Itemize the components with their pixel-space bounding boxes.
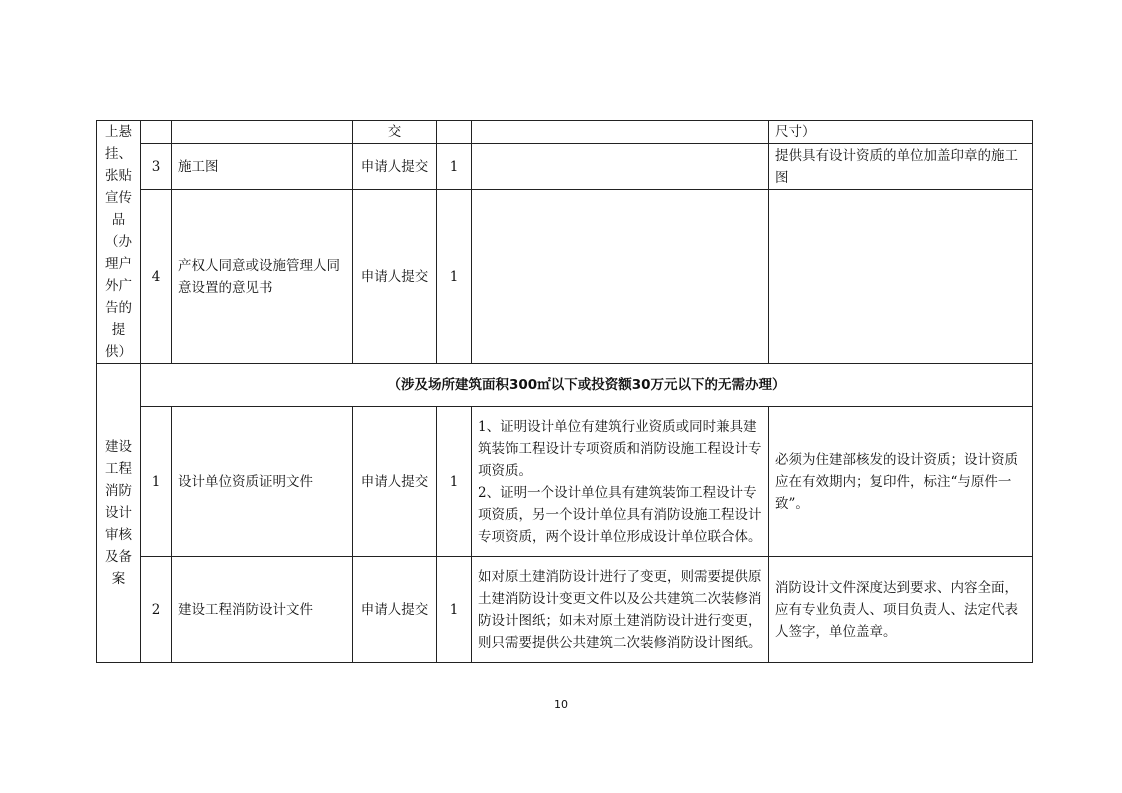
material-notes: 消防设计文件深度达到要求、内容全面，应有专业负责人、项目负责人、法定代表人签字，单位盖章。: [769, 557, 1033, 663]
material-count: 1: [437, 407, 472, 557]
row-number: 3: [141, 144, 172, 190]
material-notes: [769, 190, 1033, 364]
material-standard: [472, 407, 769, 557]
requirements-table: [96, 120, 1033, 663]
material-notes: 必须为住建部核发的设计资质；设计资质应在有效期内；复印件，标注“与原件一致”。: [769, 407, 1033, 557]
material-name: [172, 121, 353, 144]
standard-item-2: 2、证明一个设计单位具有建筑装饰工程设计专项资质，另一个设计单位具有消防设施工程设计专项资质，两个设计单位形成设计单位联合体。: [478, 484, 762, 545]
material-source: 申请人提交: [353, 190, 437, 364]
material-name: 设计单位资质证明文件: [172, 407, 353, 557]
standard-item-1: 1、证明设计单位有建筑行业资质或同时兼具建筑装饰工程设计专项资质和消防设施工程设计专项资质。: [478, 418, 762, 479]
material-source: 交: [353, 121, 437, 144]
material-name: 建设工程消防设计文件: [172, 557, 353, 663]
row-number: [141, 121, 172, 144]
material-source: 申请人提交: [353, 144, 437, 190]
table-row: [97, 407, 1033, 557]
row-number: 2: [141, 557, 172, 663]
material-standard: [472, 144, 769, 190]
material-standard: 如对原土建消防设计进行了变更，则需要提供原土建消防设计变更文件以及公共建筑二次装修消防设计图纸；如未对原土建消防设计进行变更，则只需要提供公共建筑二次装修消防设计图纸。: [472, 557, 769, 663]
material-standard: [472, 121, 769, 144]
material-name: 施工图: [172, 144, 353, 190]
category-cell-fire-design: 建设工程消防设计审核及备案: [97, 364, 141, 663]
material-count: 1: [437, 144, 472, 190]
table-row: [97, 190, 1033, 364]
row-number: 4: [141, 190, 172, 364]
material-count: [437, 121, 472, 144]
material-count: 1: [437, 557, 472, 663]
material-standard: [472, 190, 769, 364]
table-row: [97, 557, 1033, 663]
material-notes: 提供具有设计资质的单位加盖印章的施工图: [769, 144, 1033, 190]
material-name: 产权人同意或设施管理人同意设置的意见书: [172, 190, 353, 364]
section-banner: （涉及场所建筑面积300㎡以下或投资额30万元以下的无需办理）: [141, 364, 1033, 407]
category-cell-outdoor-ad: 上悬挂、张贴宣传品（办理户外广告的提供）: [97, 121, 141, 364]
material-source: 申请人提交: [353, 407, 437, 557]
row-number: 1: [141, 407, 172, 557]
table-row: [97, 364, 1033, 407]
page-number: 10: [554, 698, 568, 711]
material-source: 申请人提交: [353, 557, 437, 663]
material-count: 1: [437, 190, 472, 364]
table-row: [97, 144, 1033, 190]
table-row: [97, 121, 1033, 144]
material-notes: 尺寸）: [769, 121, 1033, 144]
